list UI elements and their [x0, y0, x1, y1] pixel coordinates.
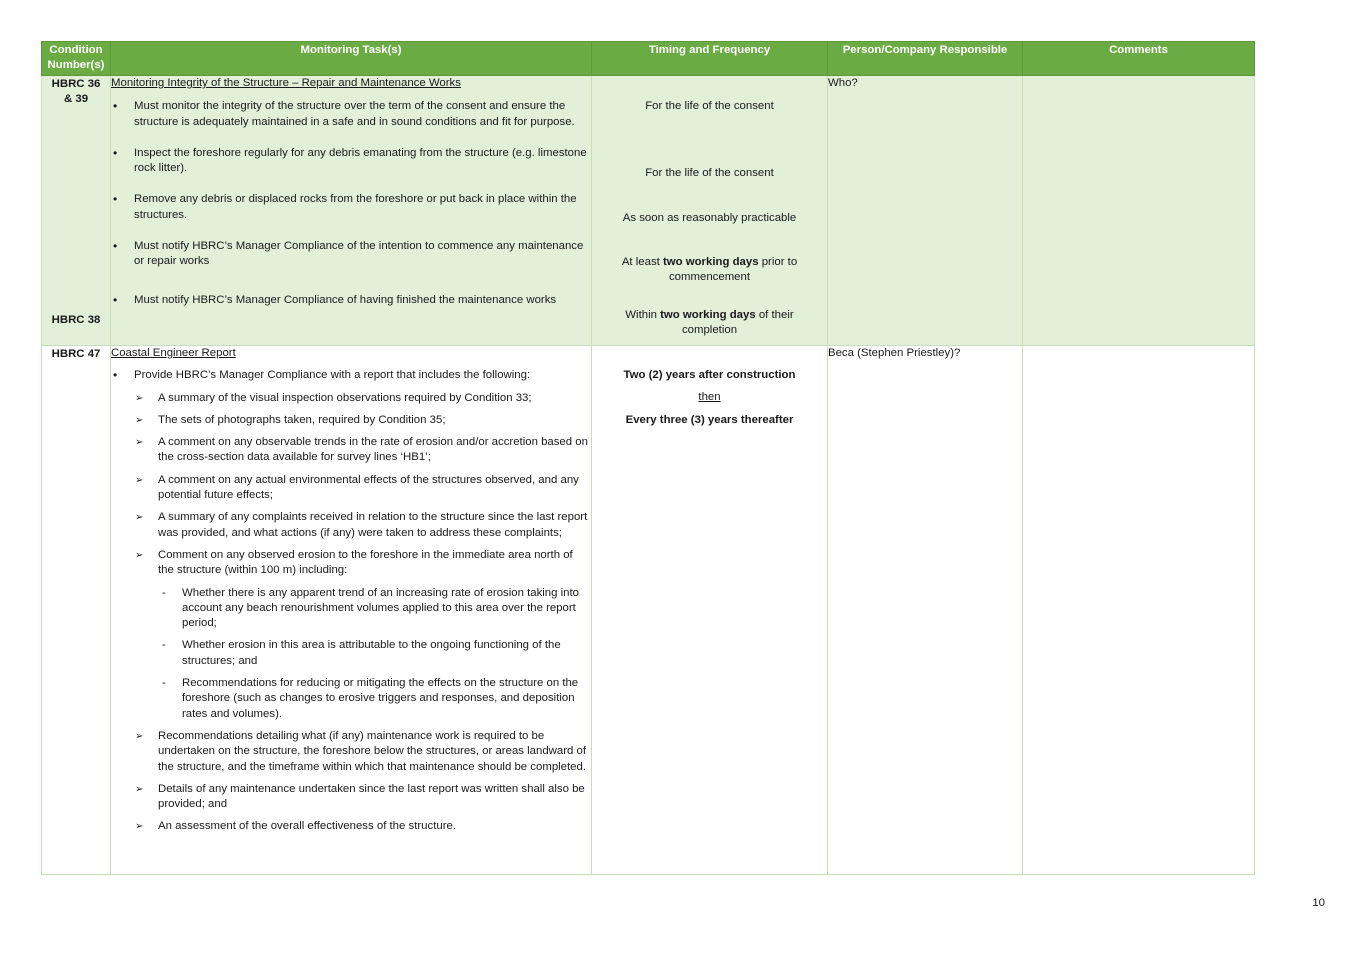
task-cell	[111, 346, 592, 875]
list-item: • Must notify HBRC’s Manager Compliance of the intention to commence any maintenance or repair works	[111, 239, 591, 270]
timing-bold: two working days	[660, 309, 756, 321]
list-item: ➢ Details of any maintenance undertaken since the last report was written shall also be provided; and	[111, 782, 591, 813]
task-heading: Coastal Engineer Report	[111, 347, 236, 359]
person-cell: Beca (Stephen Priestley)?	[828, 346, 1023, 875]
list-item: ➢ A summary of any complaints received in relation to the structure since the last report was provided, and what actions (if any) were taken to address these complaints;	[111, 510, 591, 541]
header-person: Person/Company Responsible	[828, 42, 1023, 76]
comments-cell	[1023, 76, 1255, 346]
sub-list-item: - Recommendations for reducing or mitigating the effects on the structure on the foreshore (such as changes to erosive triggers and responses, and deposition rates and volumes).	[111, 676, 591, 722]
list-item: ➢ The sets of photographs taken, required by Condition 35;	[111, 413, 591, 428]
condition-number: HBRC 38	[51, 314, 101, 326]
condition-number: HBRC 36 & 39	[51, 78, 101, 106]
sub-list-item: - Whether there is any apparent trend of an increasing rate of erosion taking into account any beach renourishment volumes applied to this area over the report period;	[111, 586, 591, 632]
list-item: • Must monitor the integrity of the structure over the term of the consent and ensure the structure is adequately maintained in a safe and in sound conditions and fit for purpose.	[111, 99, 591, 130]
list-item: ➢ A comment on any actual environmental effects of the structures observed, and any potential future effects;	[111, 473, 591, 504]
timing-text: As soon as reasonably practicable	[622, 212, 797, 224]
list-item: • Provide HBRC’s Manager Compliance with a report that includes the following:	[111, 368, 591, 383]
timing-text: then	[698, 391, 721, 403]
list-item: ➢ An assessment of the overall effectiveness of the structure.	[111, 819, 591, 834]
timing-text: For the life of the consent	[645, 167, 774, 179]
monitoring-table	[41, 41, 1255, 875]
list-item: ➢ A summary of the visual inspection observations required by Condition 33;	[111, 391, 591, 406]
timing-bold: two working days	[662, 256, 759, 268]
list-item: ➢ Comment on any observed erosion to the foreshore in the immediate area north of the structure (within 100 m) including:	[111, 548, 591, 579]
header-row	[42, 42, 1255, 76]
timing-text	[592, 308, 827, 339]
table-row	[42, 346, 1255, 875]
header-timing: Timing and Frequency	[592, 42, 828, 76]
timing-text: Two (2) years after construction	[623, 369, 796, 381]
list-item: ➢ Recommendations detailing what (if any) maintenance work is required to be undertaken on the structure, the foreshore below the structures, or areas landward of the structure, and the timeframe within which that maintenance should be completed.	[111, 729, 591, 775]
timing-pre: At least	[621, 256, 663, 268]
table-row	[42, 76, 1255, 346]
task-cell	[111, 76, 592, 346]
list-item: • Remove any debris or displaced rocks from the foreshore or put back in place within the structures.	[111, 192, 591, 223]
list-item: ➢ A comment on any observable trends in the rate of erosion and/or accretion based on the cross-section data available for survey lines ‘HB1’;	[111, 435, 591, 466]
comments-cell	[1023, 346, 1255, 875]
header-tasks: Monitoring Task(s)	[111, 42, 592, 76]
timing-text: For the life of the consent	[645, 100, 774, 112]
timing-post: prior to commencement	[668, 256, 798, 284]
list-item: • Must notify HBRC’s Manager Compliance of having finished the maintenance works	[111, 293, 591, 308]
timing-cell	[592, 346, 828, 875]
condition-cell	[42, 76, 111, 346]
timing-post: of their completion	[681, 309, 794, 337]
header-condition: Condition Number(s)	[42, 42, 111, 76]
sub-list-item: - Whether erosion in this area is attributable to the ongoing functioning of the structures; and	[111, 638, 591, 669]
timing-cell	[592, 76, 828, 346]
page-number: 10	[1312, 897, 1325, 909]
condition-cell	[42, 346, 111, 875]
person-cell: Who?	[828, 76, 1023, 346]
task-heading: Monitoring Integrity of the Structure – Repair and Maintenance Works	[111, 77, 461, 89]
condition-number: HBRC 47	[51, 348, 101, 360]
timing-text: Every three (3) years thereafter	[625, 414, 794, 426]
header-comments: Comments	[1023, 42, 1255, 76]
timing-text	[592, 255, 827, 286]
timing-pre: Within	[625, 309, 661, 321]
list-item: • Inspect the foreshore regularly for any debris emanating from the structure (e.g. limestone rock litter).	[111, 146, 591, 177]
